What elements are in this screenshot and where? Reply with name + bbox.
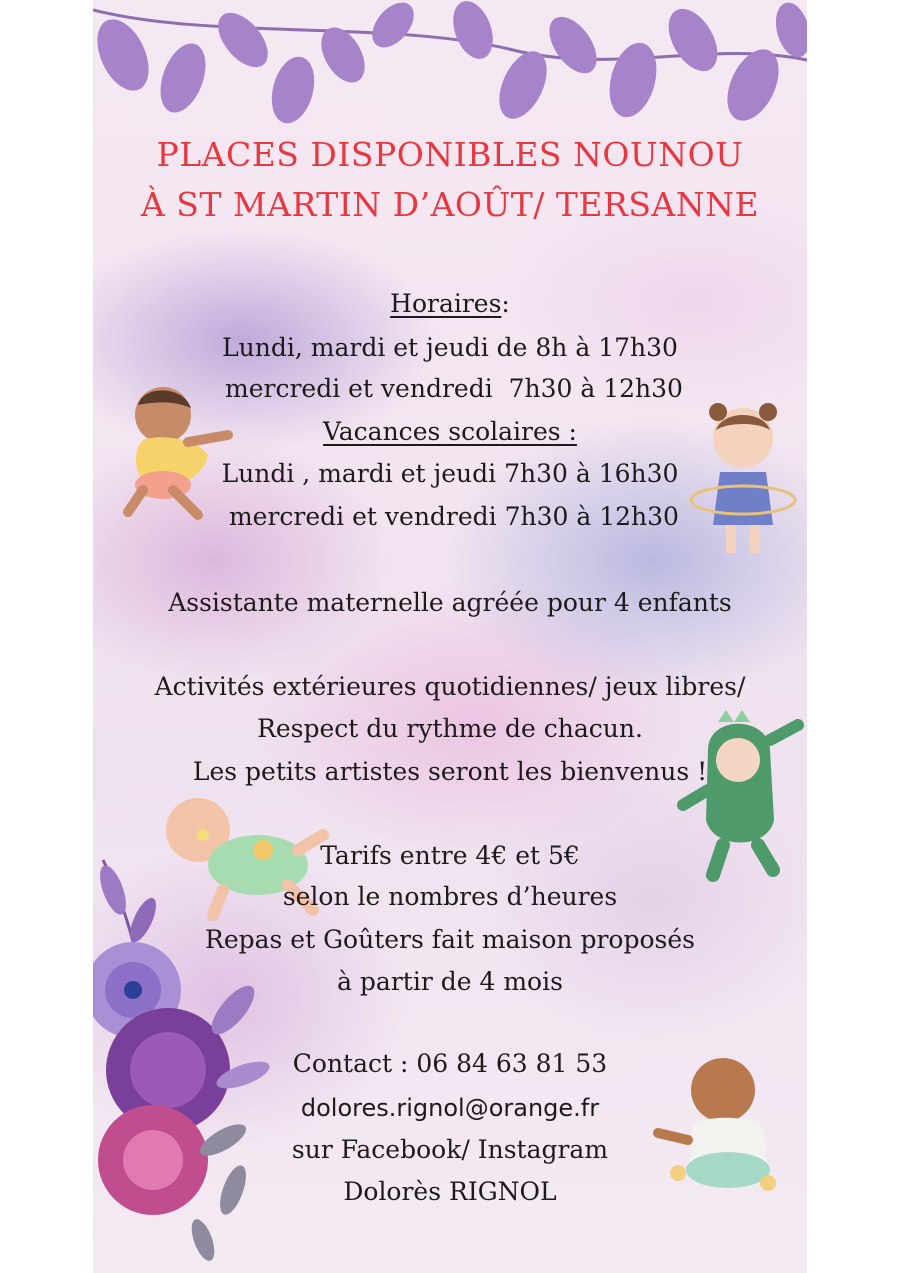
contact-phone: Contact : 06 84 63 81 53 [292, 1049, 608, 1078]
flyer-title-line-2: À ST MARTIN D’AOÛT/ TERSANNE [140, 185, 760, 224]
activites-line-1: Activités extérieures quotidiennes/ jeux libres/ [154, 672, 746, 701]
flyer-title-line-1: PLACES DISPONIBLES NOUNOU [156, 135, 744, 174]
vacances-line-2: mercredi et vendredi 7h30 à 12h30 [221, 502, 679, 531]
flyer [93, 0, 807, 1273]
horaires-heading [93, 284, 807, 324]
tarifs-line-4: à partir de 4 mois [337, 967, 563, 996]
tarifs-line-1: Tarifs entre 4€ et 5€ [320, 841, 580, 870]
horaires-heading-label: Horaires [390, 289, 502, 318]
horaires-line-1: Lundi, mardi et jeudi de 8h à 17h30 [222, 333, 678, 362]
horaires-line-2: mercredi et vendredi 7h30 à 12h30 [217, 374, 683, 403]
vacances-heading-label: Vacances scolaires : [323, 417, 577, 446]
vacances-heading [93, 412, 807, 452]
contact-name: Dolorès RIGNOL [343, 1177, 557, 1206]
activites-line-2: Respect du rythme de chacun. [257, 714, 643, 743]
tarifs-line-2: selon le nombres d’heures [282, 882, 618, 911]
agrement-text: Assistante maternelle agréée pour 4 enfants [168, 588, 732, 617]
contact-email[interactable]: dolores.rignol@orange.fr [300, 1094, 600, 1122]
vacances-line-1: Lundi , mardi et jeudi 7h30 à 16h30 [221, 459, 679, 488]
contact-social: sur Facebook/ Instagram [291, 1135, 609, 1164]
activites-line-3: Les petits artistes seront les bienvenus ! [192, 757, 708, 786]
tarifs-line-3: Repas et Goûters fait maison proposés [205, 925, 695, 954]
leaf-garland-icon [93, 0, 807, 129]
horaires-heading-colon: : [501, 289, 510, 318]
